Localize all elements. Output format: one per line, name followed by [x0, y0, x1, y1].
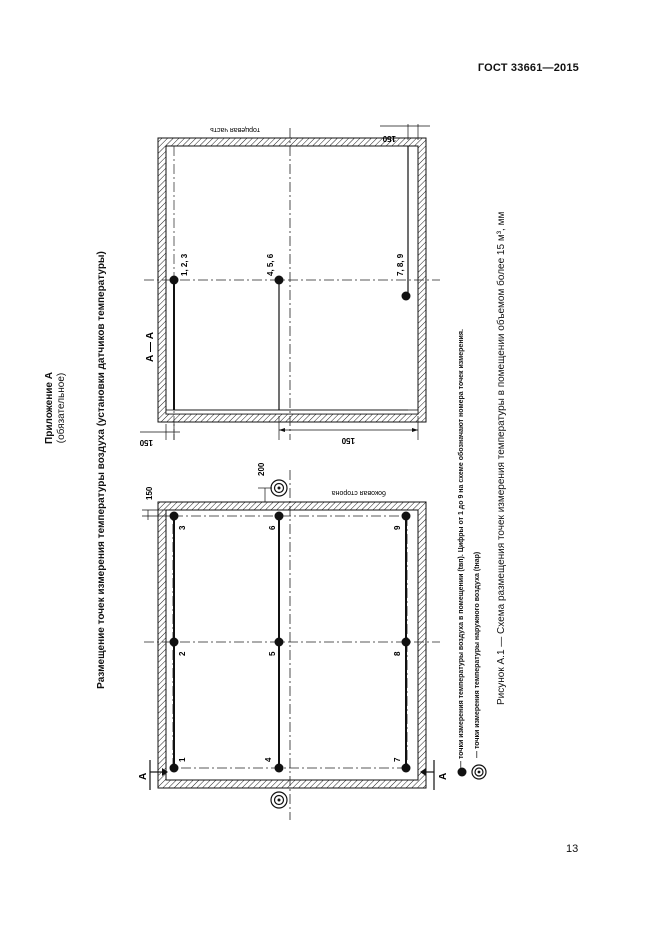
point-6 — [275, 512, 284, 521]
point-label-5: 5 — [268, 651, 277, 656]
plan-wall-label: боковая сторона — [331, 489, 386, 496]
point-label-8: 8 — [393, 651, 402, 656]
svg-text:150: 150 — [382, 134, 396, 143]
point-2 — [170, 638, 179, 647]
point-5 — [275, 638, 284, 647]
appendix-title: Приложение А — [44, 372, 55, 444]
section-point-123 — [170, 276, 179, 285]
section-point-label: 4, 5, 6 — [266, 253, 275, 276]
point-label-4: 4 — [264, 757, 273, 762]
section-mark-letter: А — [438, 772, 449, 780]
svg-text:150: 150 — [145, 486, 154, 500]
svg-text:150: 150 — [341, 436, 355, 445]
section-dimension-bottom-left — [139, 424, 180, 447]
section-point-label: 7, 8, 9 — [396, 253, 405, 276]
point-7 — [402, 764, 411, 773]
document-header: ГОСТ 33661—2015 — [477, 62, 579, 74]
legend-outer-text: — точки измерения температуры наружного воздуха (tнар) — [474, 551, 481, 758]
point-label-7: 7 — [393, 757, 402, 762]
outer-sensor-top — [271, 480, 287, 496]
section-floor — [166, 410, 418, 414]
point-4 — [275, 764, 284, 773]
point-8 — [402, 638, 411, 647]
point-label-1: 1 — [178, 757, 187, 762]
section-end-label: торцевая часть — [210, 126, 260, 133]
section-point-label: 1, 2, 3 — [180, 253, 189, 276]
point-label-9: 9 — [393, 525, 402, 530]
figure-caption — [496, 211, 661, 721]
outer-sensor-bottom — [271, 792, 287, 808]
section-point-456 — [275, 276, 284, 285]
point-label-6: 6 — [268, 525, 277, 530]
point-1 — [170, 764, 179, 773]
section-mark-letter: А — [138, 772, 149, 780]
section-view — [139, 124, 440, 447]
point-label-3: 3 — [178, 525, 187, 530]
svg-text:200: 200 — [257, 462, 266, 476]
point-3 — [170, 512, 179, 521]
figure-title-text: Размещение точек измерения температуры воздуха (установки датчиков температуры) — [96, 251, 107, 689]
section-label: А — А — [145, 332, 156, 362]
point-9 — [402, 512, 411, 521]
legend-outer — [474, 551, 661, 786]
plan-view — [138, 462, 449, 820]
section-point-789 — [402, 292, 411, 301]
page-number: 13 — [566, 843, 579, 855]
plan-dimension-200 — [257, 462, 272, 502]
figure-caption-text: Рисунок А.1 — Схема размещения точек измерения температуры в помещении объемом более 15 м³, мм — [496, 211, 507, 705]
legend-inner-text: — точки измерения температуры воздуха в помещении (tвп). Цифры от 1 до 9 на схеме обозначают номера точек измерения. — [458, 329, 465, 768]
point-label-2: 2 — [178, 651, 187, 656]
plan-wall — [158, 502, 426, 788]
appendix-subtitle: (обязательное) — [56, 372, 67, 444]
svg-text:150: 150 — [139, 438, 153, 447]
